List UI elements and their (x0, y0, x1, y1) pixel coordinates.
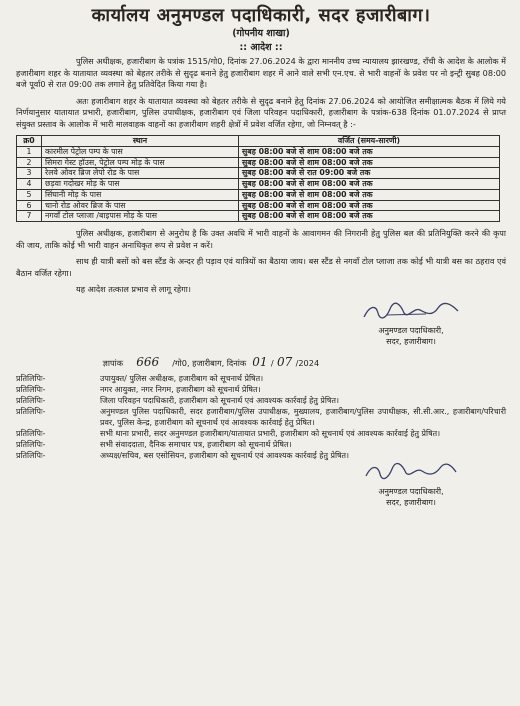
cell-serial: 2 (17, 157, 42, 168)
signature-1-designation: अनुमण्डल पदाधिकारी, (378, 326, 444, 336)
restriction-table (16, 135, 500, 222)
table-header-row (17, 136, 500, 147)
cell-timing: सुबह 08:00 बजे से शाम 08:00 बजे तक (239, 200, 500, 211)
table-row (17, 189, 500, 200)
cell-location: कारमील पेट्रोल पम्प के पास (42, 147, 239, 158)
copy-line (16, 373, 506, 384)
memo-number: 666 (136, 354, 160, 369)
copy-text: उपायुक्त/ पुलिस अधीक्षक, हजारीबाग को सूचनार्थ प्रेषित। (100, 373, 264, 383)
table-row (17, 179, 500, 190)
order-paragraph-1: पुलिस अधीक्षक, हजारीबाग के पत्रांक 1515/गो0, दिनांक 27.06.2024 के द्वारा माननीय उच्च न्यायालय झारखण्ड, राँची के आदेश के आलोक में हजारीबाग शहर के यातायात व्यवस्था को बेहतर तरीके से सुदृढ बनाने हेतु हजारीबाग शहर में आने वाले सभी एन.एच. से भारी वाहनों के प्रवेश पर नो इन्ट्री सुबह 08:00 बजे पूर्वा0 से रात 09:00 तक लगाने हेतु प्रतिवेदित किया गया है। (16, 56, 506, 90)
copy-line (16, 406, 506, 428)
signature-2-office: सदर, हजारीबाग। (386, 498, 436, 508)
memo-date-month: 07 (276, 354, 293, 369)
copy-text: नगर आयुक्त, नगर निगम, हजारीबाग को सूचनार्थ प्रेषित। (100, 385, 261, 395)
copy-text: सभी थाना प्रभारी, सदर अनुमण्डल हजारीबाग/यातायात प्रभारी, हजारीबाग को सूचनार्थ एवं आवश्यक कार्रवाई हेतु प्रेषित। (100, 429, 441, 439)
cell-location: नगवाँ टोल प्लाजा /बाइपास मोड़ के पास (42, 211, 239, 222)
cell-serial: 3 (17, 168, 42, 179)
col-header-serial: क्र0 (17, 136, 42, 147)
order-paragraph-2: अतः हजारीबाग शहर के यातायात व्यवस्था को बेहतर तरीके से सुदृढ बनाने हेतु दिनांक 27.06.2024 को आयोजित समीक्षात्मक बैठक में लिये गये निर्णयानुसार यातायात प्रभारी, हजारीबाग, पुलिस उपाधीक्षक, हजारीबाग एवं जिला परिवहन पदाधिकारी, हजारीबाग के पत्रांक-638 दिनांक 01.07.2024 से प्राप्त संयुक्त प्रस्ताव के आलोक में भारी मालवाहक वाहनों का हजारीबाग शहरी क्षेत्रों में प्रवेश वर्जित रहेगा, जो निम्नवत् है :- (16, 95, 506, 129)
memo-prefix: ज्ञापांक (102, 357, 124, 368)
col-header-location: स्थान (42, 136, 239, 147)
cell-location: चानो रोड ओवर ब्रिज के पास (42, 200, 239, 211)
cell-timing: सुबह 08:00 बजे से रात 09:00 बजे तक (239, 168, 500, 179)
copy-label: प्रतिलिपिः- (16, 451, 46, 461)
effect-paragraph: यह आदेश तत्काल प्रभाव से लागू रहेगा। (76, 284, 191, 295)
cell-serial: 5 (17, 189, 42, 200)
cell-serial: 4 (17, 179, 42, 190)
office-title: कार्यालय अनुमण्डल पदाधिकारी, सदर हजारीबाग। (91, 5, 431, 26)
cell-location: सिंघानी मोड़ के पास (42, 189, 239, 200)
cell-location: छड़वा गदोखर मोड़ के पास (42, 179, 239, 190)
request-paragraph: पुलिस अधीक्षक, हजारीबाग से अनुरोध है कि उक्त अवधि में भारी वाहनों के आवागमन की निगरानी हेतु पुलिस बल की प्रतिनियुक्ति करने की कृपा की जाय, ताकि कोई भी भारी वाहन अनाधिकृत रूप से प्रवेश न करें। (16, 228, 506, 250)
cell-location: रेलवे ओवर ब्रिज लेपो रोड के पास (42, 168, 239, 179)
copy-label: प्रतिलिपिः- (16, 429, 46, 439)
copy-line (16, 384, 506, 395)
copy-text: सभी संवाददाता, दैनिक समाचार पत्र, हजारीबाग को सूचनार्थ प्रेषित। (100, 440, 292, 450)
table-row (17, 211, 500, 222)
memo-reference: ज्ञापांक 666 /गो0, हजारीबाग, दिनांक 01 / 07 /2024 (16, 354, 506, 371)
cell-serial: 1 (17, 147, 42, 158)
signature-block-2 (316, 461, 506, 508)
bus-paragraph: साथ ही यात्री बसों को बस स्टैंड के अन्दर ही पड़ाव एवं यात्रियों का बैठाया जाय। बस स्टैंड से नगवाँ टोल प्लाजा तक कोई भी यात्री बस का ठहराव एवं बैठान वर्जित रहेगा। (16, 256, 506, 278)
branch-subtitle: (गोपनीय शाखा) (232, 28, 290, 40)
signature-1-office: सदर, हजारीबाग। (386, 337, 436, 347)
order-heading: :: आदेश :: (239, 41, 283, 53)
copy-label: प्रतिलिपिः- (16, 440, 46, 450)
memo-date-day: 01 (252, 354, 268, 369)
copy-line (16, 395, 506, 406)
copy-text: अनुमण्डल पुलिस पदाधिकारी, सदर हजारीबाग/पुलिस उपाधीक्षक, मुख्यालय, हजारीबाग/पुलिस उपाधीक्षक, सी.सी.आर., हजारीबाग/परिचारी प्रवर, पुलिस केन्द्र, हजारीबाग को सूचनार्थ एवं आवश्यक कार्रवाई हेतु प्रेषित। (100, 407, 506, 428)
cell-serial: 7 (17, 211, 42, 222)
cell-timing: सुबह 08:00 बजे से शाम 08:00 बजे तक (239, 157, 500, 168)
cell-timing: सुबह 08:00 बजे से शाम 08:00 बजे तक (239, 179, 500, 190)
table-row (17, 200, 500, 211)
table-row (17, 147, 500, 158)
copy-text: जिला परिवहन पदाधिकारी, हजारीबाग को सूचनार्थ एवं आवश्यक कार्रवाई हेतु प्रेषित। (100, 396, 339, 406)
cell-serial: 6 (17, 200, 42, 211)
table-row (17, 168, 500, 179)
copy-label: प्रतिलिपिः- (16, 385, 46, 395)
copy-line (16, 450, 506, 461)
cell-timing: सुबह 08:00 बजे से शाम 08:00 बजे तक (239, 189, 500, 200)
signature-2-designation: अनुमण्डल पदाधिकारी, (378, 487, 444, 497)
copy-label: प्रतिलिपिः- (16, 373, 46, 383)
cell-timing: सुबह 08:00 बजे से शाम 08:00 बजे तक (239, 147, 500, 158)
copy-label: प्रतिलिपिः- (16, 407, 46, 417)
copy-text: अध्यक्ष/सचिव, बस एसोसियन, हजारीबाग को सूचनार्थ एवं आवश्यक कार्रवाई हेतु प्रेषित। (100, 451, 350, 461)
signature-block-1 (316, 301, 506, 348)
copy-line (16, 428, 506, 439)
cell-location: सिमरा गेस्ट हॉउस, पेट्रोल पम्प मोड़ के पास (42, 157, 239, 168)
copy-line (16, 439, 506, 450)
copy-label: प्रतिलिपिः- (16, 396, 46, 406)
table-row (17, 157, 500, 168)
signature-scribble-icon (356, 461, 466, 483)
cell-timing: सुबह 08:00 बजे से शाम 08:00 बजे तक (239, 211, 500, 222)
signature-scribble-icon (356, 301, 466, 323)
memo-middle: /गो0, हजारीबाग, दिनांक (172, 357, 247, 368)
col-header-timing: वर्जित (समय-सारणी) (239, 136, 500, 147)
memo-year: /2024 (295, 357, 320, 368)
